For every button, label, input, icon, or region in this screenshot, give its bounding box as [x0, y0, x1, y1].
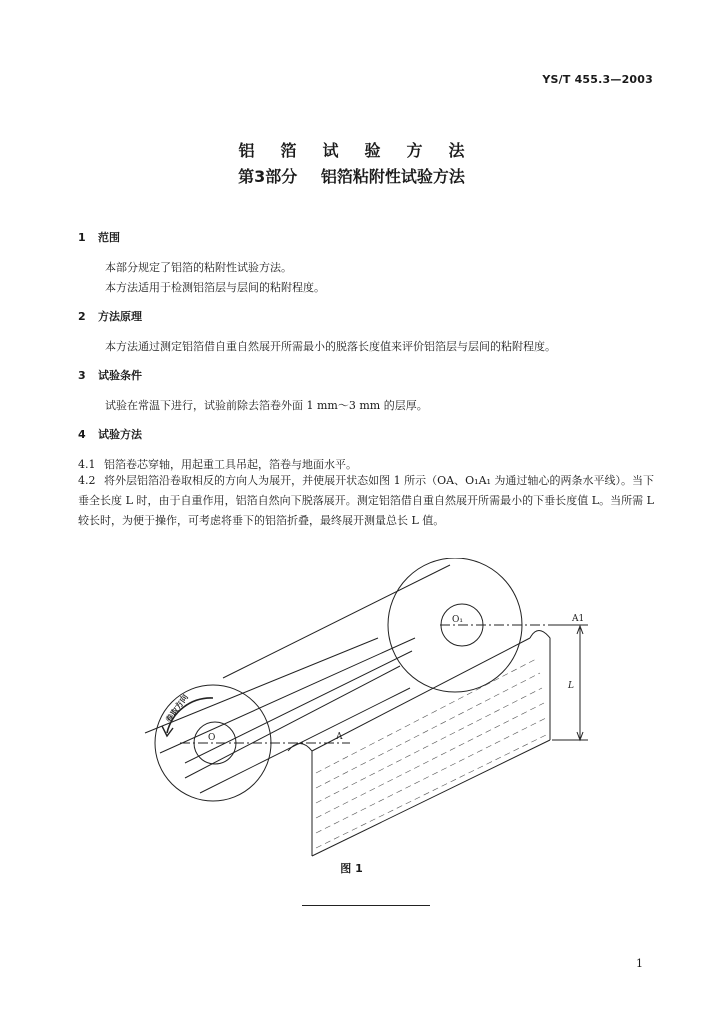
section-title: 范围 — [98, 231, 120, 244]
label-A1: A1 — [572, 614, 585, 624]
section-title: 方法原理 — [98, 310, 142, 323]
label-A: A — [336, 732, 343, 742]
page-number: 1 — [636, 957, 643, 970]
section-number: 1 — [78, 231, 86, 244]
end-rule — [302, 905, 430, 906]
section-title: 试验方法 — [98, 428, 142, 441]
label-direction: 卷取方向 — [163, 692, 190, 725]
standard-code: YS/T 455.3—2003 — [542, 73, 653, 86]
foil-right-edge — [530, 631, 550, 741]
subtitle-name: 铝箔粘附性试验方法 — [320, 167, 465, 186]
section-heading-principle — [78, 308, 142, 324]
scope-paragraph-1: 本部分规定了铝箔的粘附性试验方法。 — [105, 261, 292, 274]
section-heading-conditions — [78, 367, 142, 383]
section-number: 3 — [78, 369, 86, 382]
label-L: L — [568, 681, 574, 691]
label-O: O — [208, 733, 216, 743]
figure-foil-roll-diagram — [140, 558, 600, 858]
subtitle-part: 第3部分 — [238, 167, 298, 186]
section-number: 2 — [78, 310, 86, 323]
section-heading-scope — [78, 229, 120, 245]
label-O1: O₁ — [452, 615, 463, 625]
clause-4-1 — [78, 456, 357, 472]
scope-paragraph-2: 本方法适用于检测铝箔层与层间的粘附程度。 — [105, 281, 325, 294]
document-title: 铝箔试验方法 — [238, 141, 491, 160]
clause-4-2 — [78, 471, 654, 531]
section-heading-method — [78, 426, 142, 442]
section-title: 试验条件 — [98, 369, 142, 382]
conditions-paragraph: 试验在常温下进行，试验前除去箔卷外面 1 mm～3 mm 的层厚。 — [105, 399, 428, 412]
clause-text: 将外层铝箔沿卷取相反的方向人为展开，并使展开状态如图 1 所示（OA、O₁A₁ 为通过轴心的两条水平线）。当下垂全长度 L 时，由于自重作用，铝箔自然向下脱落展开。测定铝箔借自重自然展开所需最小的下垂长度值 L。当所需 L 较长时，为便于操作，可考虑将垂下的铝箔折叠，最终展开测量总长 L 值。 — [78, 474, 654, 527]
foil-left-edge — [288, 744, 312, 857]
figure-caption: 图 1 — [340, 862, 363, 875]
principle-paragraph: 本方法通过测定铝箔借自重自然展开所需最小的脱落长度值来评价铝箔层与层间的粘附程度。 — [105, 340, 556, 353]
section-number: 4 — [78, 428, 86, 441]
clause-text: 铝箔卷芯穿轴，用起重工具吊起，箔卷与地面水平。 — [104, 458, 357, 471]
clause-number: 4.1 — [78, 458, 96, 471]
document-subtitle — [0, 164, 703, 187]
foil-bottom-edge — [312, 740, 550, 856]
clause-number: 4.2 — [78, 474, 96, 487]
